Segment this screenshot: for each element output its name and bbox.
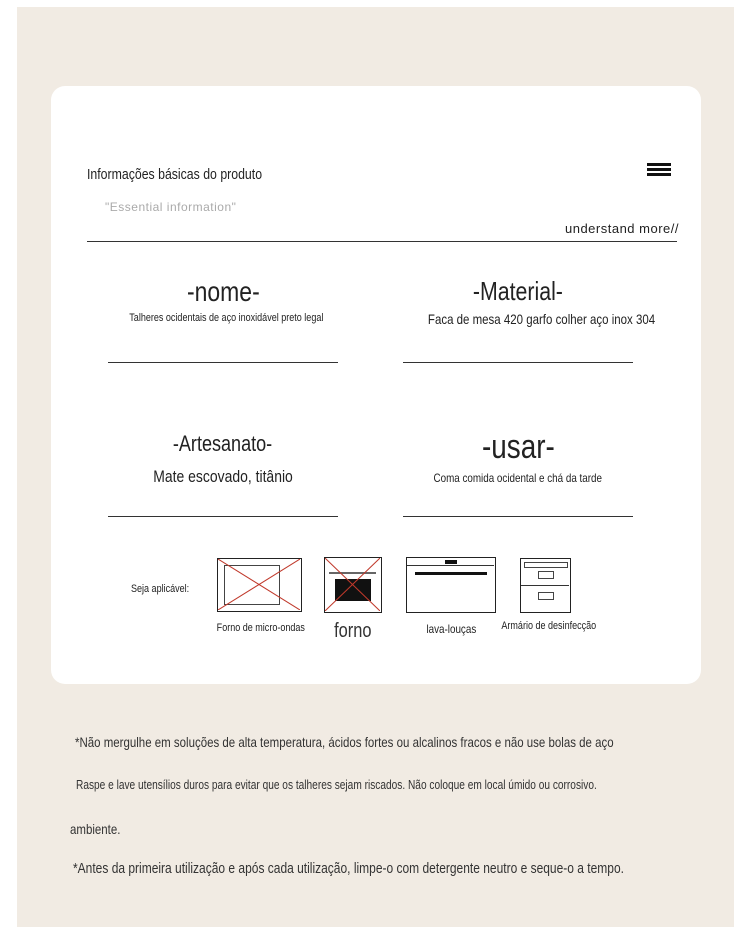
device-label: Armário de desinfecção bbox=[501, 620, 597, 632]
field-craft: -Artesanato- Mate escovado, titânio bbox=[108, 431, 338, 487]
dishwasher-icon bbox=[406, 557, 496, 613]
understand-more-link[interactable]: understand more// bbox=[564, 221, 679, 236]
hamburger-icon[interactable] bbox=[647, 163, 671, 178]
field-material: -Material- Faca de mesa 420 garfo colher aço inox 304 bbox=[403, 276, 633, 327]
field-use: -usar- Coma comida ocidental e chá da tarde bbox=[403, 428, 633, 485]
disinfection-cabinet-icon bbox=[520, 558, 571, 613]
oven-icon bbox=[324, 557, 382, 613]
section-title: Informações básicas do produto bbox=[87, 166, 263, 183]
microwave-icon bbox=[217, 558, 302, 612]
device-label: lava-louças bbox=[426, 622, 476, 636]
field-name: -nome- Talheres ocidentais de aço inoxidável preto legal bbox=[108, 276, 338, 324]
divider bbox=[87, 241, 677, 242]
device-label: Forno de micro-ondas bbox=[216, 622, 305, 634]
product-info-card bbox=[51, 86, 701, 684]
care-note: *Antes da primeira utilização e após cada utilização, limpe-o com detergente neutro e seque-o a tempo. bbox=[73, 860, 624, 877]
care-note: *Não mergulhe em soluções de alta temperatura, ácidos fortes ou alcalinos fracos e não use bolas de aço bbox=[75, 734, 614, 750]
section-subtitle: "Essential information" bbox=[105, 200, 237, 214]
care-note: ambiente. bbox=[70, 821, 121, 837]
applicable-label: Seja aplicável: bbox=[131, 583, 190, 595]
device-label: forno bbox=[334, 620, 372, 642]
care-note: Raspe e lave utensílios duros para evitar que os talheres sejam riscados. Não coloque em local úmido ou corrosivo. bbox=[76, 777, 597, 792]
